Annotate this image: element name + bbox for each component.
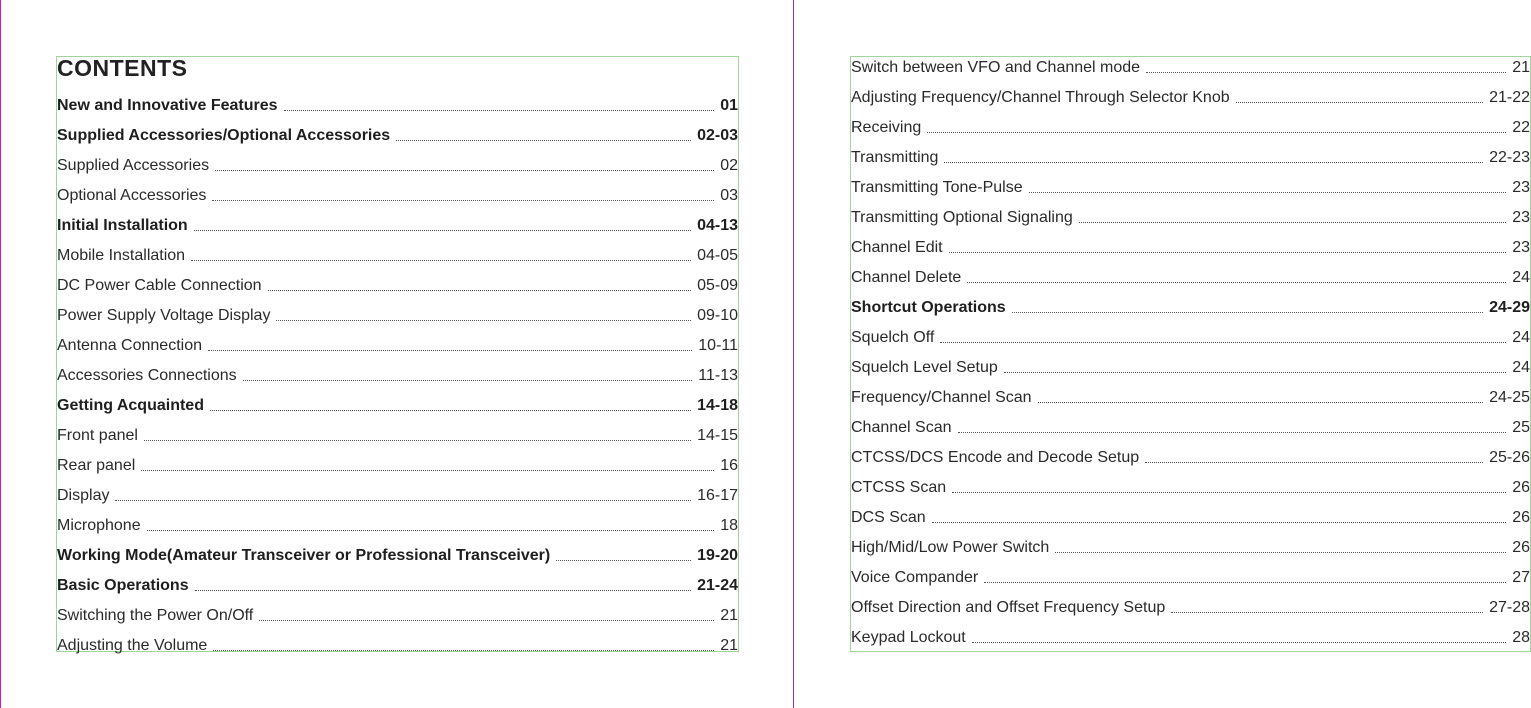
toc-leader-dots <box>927 132 1506 133</box>
toc-entry-page: 21-24 <box>697 577 738 594</box>
toc-entry[interactable] <box>57 633 738 655</box>
toc-entry[interactable] <box>57 303 738 325</box>
toc-entry-label: Switching the Power On/Off <box>57 607 254 624</box>
toc-entry-page: 14-18 <box>697 397 738 414</box>
toc-entry[interactable] <box>851 385 1530 407</box>
toc-entry-page: 24 <box>1512 269 1530 286</box>
toc-entry-page: 19-20 <box>697 547 738 564</box>
toc-entry[interactable] <box>851 355 1530 377</box>
toc-entry-label: Rear panel <box>57 457 136 474</box>
toc-entry[interactable] <box>57 93 738 115</box>
toc-entry-label: Getting Acquainted <box>57 397 204 414</box>
toc-leader-dots <box>1145 462 1483 463</box>
toc-entry-label: Initial Installation <box>57 217 188 234</box>
contents-title: CONTENTS <box>57 55 188 81</box>
toc-leader-dots <box>284 110 715 111</box>
toc-leader-dots <box>952 492 1506 493</box>
toc-entry-page: 24 <box>1512 359 1530 376</box>
toc-entry[interactable] <box>851 505 1530 527</box>
toc-entry-label: DC Power Cable Connection <box>57 277 262 294</box>
toc-entry-page: 09-10 <box>697 307 738 324</box>
toc-entry[interactable] <box>851 535 1530 557</box>
toc-entry-label: High/Mid/Low Power Switch <box>851 539 1050 556</box>
toc-entry[interactable] <box>57 603 738 625</box>
toc-entry-page: 25-26 <box>1489 449 1530 466</box>
toc-leader-dots <box>1012 312 1483 313</box>
toc-entry-label: Adjusting Frequency/Channel Through Selector Knob <box>851 89 1230 106</box>
toc-entry[interactable] <box>57 423 738 445</box>
toc-entry-page: 22 <box>1512 119 1530 136</box>
toc-leader-dots <box>1029 192 1507 193</box>
toc-entry-label: Receiving <box>851 119 922 136</box>
toc-leader-dots <box>967 282 1506 283</box>
toc-entry-label: Frequency/Channel Scan <box>851 389 1032 406</box>
toc-entry-label: CTCSS Scan <box>851 479 947 496</box>
toc-entry[interactable] <box>57 243 738 265</box>
toc-leader-dots <box>147 530 715 531</box>
toc-entry-label: Supplied Accessories <box>57 157 210 174</box>
toc-entry-page: 05-09 <box>697 277 738 294</box>
toc-entry[interactable] <box>851 475 1530 497</box>
toc-entry-label: Shortcut Operations <box>851 299 1006 316</box>
toc-leader-dots <box>932 522 1507 523</box>
toc-entry-page: 21 <box>720 607 738 624</box>
toc-entry-page: 04-05 <box>697 247 738 264</box>
toc-entry[interactable] <box>851 235 1530 257</box>
toc-entry-page: 14-15 <box>697 427 738 444</box>
page-fold-guide <box>793 0 794 708</box>
toc-entry[interactable] <box>851 565 1530 587</box>
toc-entry-page: 24-29 <box>1489 299 1530 316</box>
toc-entry[interactable] <box>57 453 738 475</box>
toc-entry-label: Squelch Level Setup <box>851 359 998 376</box>
toc-entry-label: Channel Delete <box>851 269 962 286</box>
toc-entry-page: 21 <box>1512 59 1530 76</box>
toc-entry-page: 24-25 <box>1489 389 1530 406</box>
toc-entry-label: Squelch Off <box>851 329 935 346</box>
toc-entry-page: 10-11 <box>698 337 738 354</box>
toc-entry-label: Voice Compander <box>851 569 979 586</box>
toc-leader-dots <box>1079 222 1506 223</box>
toc-entry-page: 23 <box>1512 209 1530 226</box>
toc-entry-page: 01 <box>720 97 738 114</box>
toc-leader-dots <box>191 260 691 261</box>
toc-leader-dots <box>268 290 692 291</box>
toc-leader-dots <box>1038 402 1484 403</box>
toc-leader-dots <box>259 620 714 621</box>
toc-entry-label: Power Supply Voltage Display <box>57 307 271 324</box>
toc-leader-dots <box>1146 72 1506 73</box>
toc-entry[interactable] <box>57 333 738 355</box>
toc-entry-label: Antenna Connection <box>57 337 202 354</box>
toc-entry-label: Channel Edit <box>851 239 943 256</box>
toc-entry[interactable] <box>851 265 1530 287</box>
toc-entry-label: Switch between VFO and Channel mode <box>851 59 1141 76</box>
toc-entry-page: 16-17 <box>697 487 738 504</box>
toc-entry[interactable] <box>851 115 1530 137</box>
toc-leader-dots <box>210 410 691 411</box>
toc-entry-page: 23 <box>1512 239 1530 256</box>
toc-leader-dots <box>115 500 691 501</box>
toc-entry-page: 02 <box>720 157 738 174</box>
toc-entry[interactable] <box>57 573 738 595</box>
toc-entry-label: CTCSS/DCS Encode and Decode Setup <box>851 449 1140 466</box>
toc-entry-page: 26 <box>1512 509 1530 526</box>
toc-entry[interactable] <box>851 55 1530 77</box>
toc-leader-dots <box>958 432 1507 433</box>
toc-entry-label: Keypad Lockout <box>851 629 966 646</box>
toc-entry[interactable] <box>57 393 738 415</box>
toc-leader-dots <box>243 380 693 381</box>
toc-entry-label: Basic Operations <box>57 577 189 594</box>
toc-entry[interactable] <box>851 325 1530 347</box>
toc-entry-page: 11-13 <box>698 367 738 384</box>
toc-entry[interactable] <box>851 295 1530 317</box>
toc-leader-dots <box>215 170 714 171</box>
toc-entry-page: 02-03 <box>697 127 738 144</box>
toc-entry-label: Display <box>57 487 110 504</box>
toc-leader-dots <box>396 140 691 141</box>
toc-leader-dots <box>944 162 1483 163</box>
toc-entry[interactable] <box>57 363 738 385</box>
toc-entry-page: 18 <box>720 517 738 534</box>
toc-leader-dots <box>972 642 1506 643</box>
toc-leader-dots <box>141 470 714 471</box>
toc-entry-label: Front panel <box>57 427 138 444</box>
toc-entry-label: Transmitting <box>851 149 939 166</box>
toc-leader-dots <box>1171 612 1483 613</box>
toc-leader-dots <box>208 350 692 351</box>
contents-page-left <box>56 56 739 652</box>
toc-leader-dots <box>1004 372 1506 373</box>
toc-entry[interactable] <box>851 85 1530 107</box>
toc-entry-page: 16 <box>720 457 738 474</box>
toc-entry-page: 26 <box>1512 539 1530 556</box>
toc-leader-dots <box>1236 102 1483 103</box>
toc-entry[interactable] <box>851 595 1530 617</box>
toc-entry-page: 21-22 <box>1489 89 1530 106</box>
toc-entry[interactable] <box>851 625 1530 647</box>
toc-leader-dots <box>212 200 714 201</box>
toc-leader-dots <box>984 582 1506 583</box>
toc-entry[interactable] <box>851 445 1530 467</box>
toc-entry[interactable] <box>57 273 738 295</box>
toc-entry-page: 22-23 <box>1489 149 1530 166</box>
toc-entry-label: Optional Accessories <box>57 187 207 204</box>
toc-entry-label: Transmitting Optional Signaling <box>851 209 1073 226</box>
toc-leader-dots <box>1055 552 1506 553</box>
toc-entry[interactable] <box>851 205 1530 227</box>
toc-leader-dots <box>144 440 691 441</box>
toc-entry[interactable] <box>851 175 1530 197</box>
toc-leader-dots <box>213 650 714 651</box>
toc-entry[interactable] <box>57 153 738 175</box>
toc-entry-page: 27-28 <box>1489 599 1530 616</box>
toc-entry-page: 28 <box>1512 629 1530 646</box>
toc-leader-dots <box>194 230 691 231</box>
toc-entry[interactable] <box>57 483 738 505</box>
toc-entry-page: 04-13 <box>697 217 738 234</box>
toc-entry-page: 26 <box>1512 479 1530 496</box>
toc-entry-label: Offset Direction and Offset Frequency Setup <box>851 599 1166 616</box>
toc-leader-dots <box>556 560 691 561</box>
toc-entry-label: Transmitting Tone-Pulse <box>851 179 1023 196</box>
toc-leader-dots <box>276 320 691 321</box>
toc-entry-label: New and Innovative Features <box>57 97 278 114</box>
toc-entry[interactable] <box>57 123 738 145</box>
toc-entry-page: 21 <box>720 637 738 654</box>
toc-entry-label: Mobile Installation <box>57 247 186 264</box>
toc-entry-label: Adjusting the Volume <box>57 637 208 654</box>
toc-leader-dots <box>949 252 1507 253</box>
toc-entry-label: Accessories Connections <box>57 367 237 384</box>
toc-entry[interactable] <box>57 213 738 235</box>
page-margin-guide-left <box>0 0 1 708</box>
toc-entry-label: Supplied Accessories/Optional Accessories <box>57 127 391 144</box>
toc-entry-page: 03 <box>720 187 738 204</box>
contents-page-right <box>850 56 1531 652</box>
toc-entry[interactable] <box>57 183 738 205</box>
toc-entry[interactable] <box>57 543 738 565</box>
toc-entry-page: 25 <box>1512 419 1530 436</box>
toc-entry-label: Channel Scan <box>851 419 952 436</box>
toc-leader-dots <box>195 590 691 591</box>
toc-entry-page: 27 <box>1512 569 1530 586</box>
toc-entry-page: 23 <box>1512 179 1530 196</box>
toc-entry[interactable] <box>851 145 1530 167</box>
toc-entry[interactable] <box>57 513 738 535</box>
toc-entry-label: DCS Scan <box>851 509 926 526</box>
toc-entry-label: Working Mode(Amateur Transceiver or Professional Transceiver) <box>57 547 551 564</box>
toc-leader-dots <box>940 342 1506 343</box>
toc-entry[interactable] <box>851 415 1530 437</box>
toc-entry-page: 24 <box>1512 329 1530 346</box>
toc-entry-label: Microphone <box>57 517 141 534</box>
